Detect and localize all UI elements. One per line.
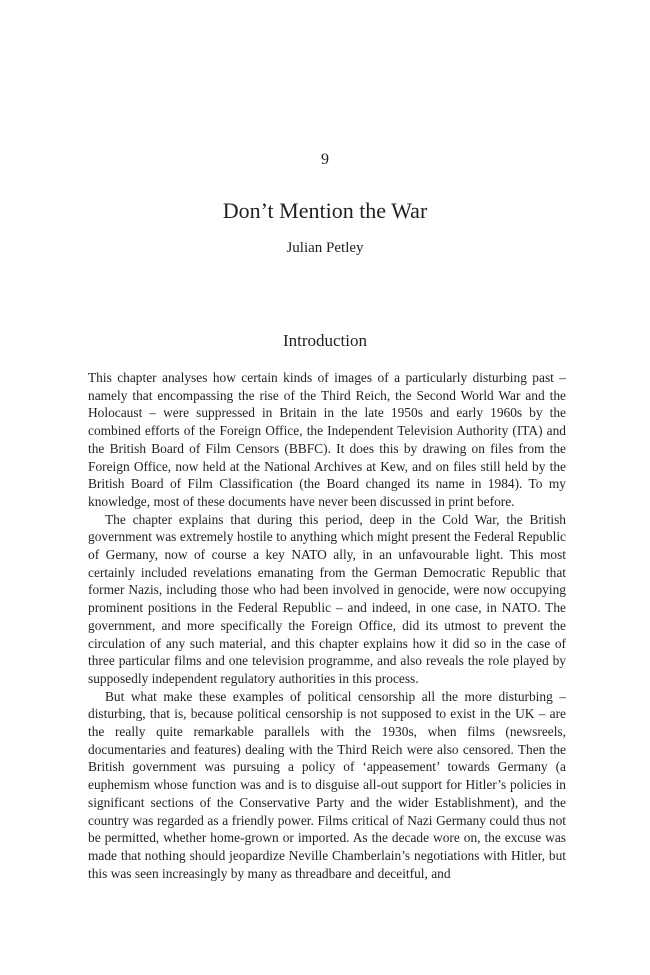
section-heading: Introduction — [282, 331, 368, 350]
chapter-title: Don’t Mention the War — [222, 198, 428, 223]
paragraph: This chapter analyses how certain kinds of images of a particularly disturbing past – namely that encompassing the rise of the Third Reich, the Second World War and the Holocaust – were suppressed in Britain in the late 1950s and early 1960s by the combined efforts of the Foreign Office, the Independent Television Authority (ITA) and the British Board of Film Censors (BBFC). It does this by drawing on files from the Foreign Office, now held at the National Archives at Kew, and on files still held by the British Board of Film Classification (the Board changed its name in 1984). To my knowledge, most of these documents have never been discussed in print before. — [88, 370, 566, 509]
paragraph: But what make these examples of political censorship all the more disturbing – disturbing, that is, because political censorship is not supposed to exist in the UK – are the really quite remarkable parallels with the 1930s, when films (newsreels, documentaries and features) dealing with the Third Reich were also censored. Then the British government was pursuing a policy of ‘appeasement’ towards Germany (a euphemism whose function was and is to disguise all-out support for Hitler’s policies in significant sections of the Conservative Party and the wider Establishment), and the country was regarded as a friendly power. Films critical of Nazi Germany could thus not be permitted, whether home-grown or imported. As the decade wore on, the excuse was made that nothing should jeopardize Neville Chamberlain’s negotiations with Hitler, but this was seen increasingly by many as threadbare and deceitful, and — [88, 688, 566, 881]
chapter-author: Julian Petley — [286, 240, 364, 256]
paragraph: The chapter explains that during this period, deep in the Cold War, the British government was extremely hostile to anything which might present the Federal Republic of Germany, now of course a key NATO ally, in an unfavourable light. This most certainly included revelations emanating from the German Democratic Republic that former Nazis, including those who had been involved in genocide, were now occupying prominent positions in the Federal Republic – and indeed, in one case, in NATO. The government, and more specifically the Foreign Office, did its utmost to prevent the circulation of any such material, and this chapter explains how it did so in the case of three particular films and one television programme, and also reveals the role played by supposedly independent regulatory authorities in this process. — [88, 511, 566, 686]
body-text — [88, 369, 566, 882]
chapter-number: 9 — [321, 151, 329, 168]
